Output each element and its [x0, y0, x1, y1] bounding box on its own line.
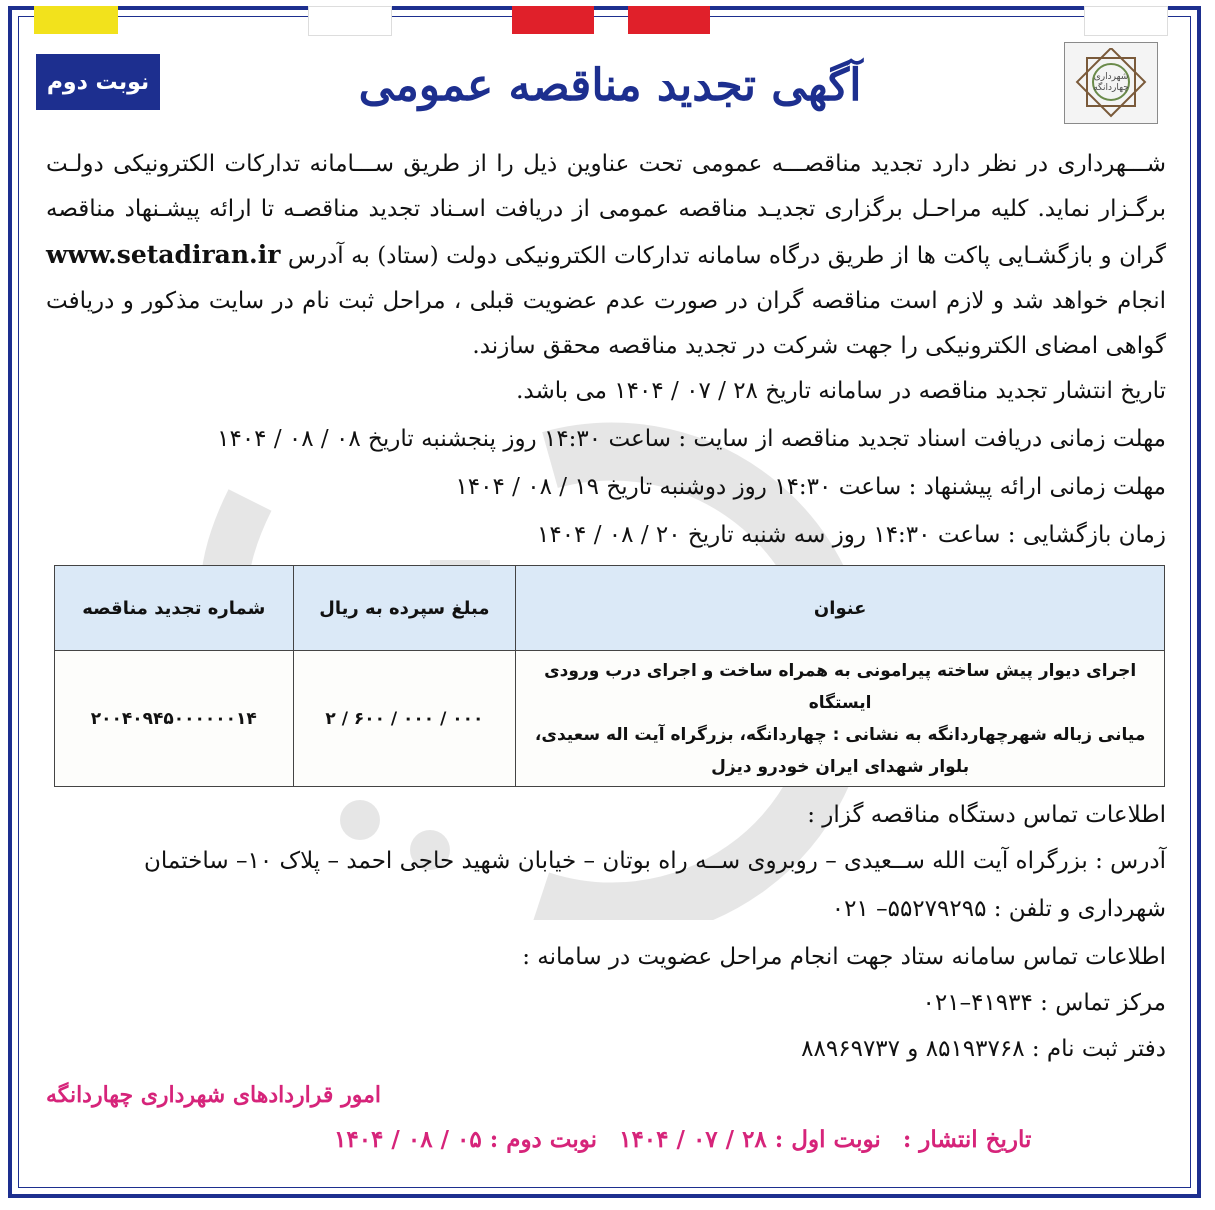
color-bar-yellow: [34, 6, 118, 34]
tender-table: [54, 565, 1165, 787]
opening-time: زمان بازگشایی : ساعت ۱۴:۳۰ روز سه شنبه تاریخ ۲۰ / ۰۸ / ۱۴۰۴: [537, 522, 1166, 548]
cell-title: [516, 651, 1165, 787]
page-title: آگهی تجدید مناقصه عمومی: [358, 60, 862, 111]
publish-date: تاریخ انتشار تجدید مناقصه در سامانه تاریخ ۲۸ / ۰۷ / ۱۴۰۴ می باشد.: [516, 378, 1166, 404]
footer-date-label: تاریخ انتشار :: [902, 1126, 1032, 1153]
table-row: [55, 651, 1165, 787]
intro-text-after-url: انجام خواهد شد و لازم است مناقصه گران در صورت عدم عضویت قبلی ، مراحل ثبت نام در سایت مذکور و دریافت گواهی امضای الکترونیکی را جهت شرکت در تجدید مناقصه محقق سازند.: [46, 288, 1166, 359]
cell-title-line: اجرای دیوار پیش ساخته پیرامونی به همراه ساخت و اجرای درب ورودی ایستگاه: [544, 660, 1137, 713]
logo-text: شهرداری چهاردانگه: [1093, 72, 1129, 93]
contact-heading: اطلاعات تماس دستگاه مناقصه گزار :: [807, 802, 1166, 828]
submit-deadline: مهلت زمانی ارائه پیشنهاد : ساعت ۱۴:۳۰ روز دوشنبه تاریخ ۱۹ / ۰۸ / ۱۴۰۴: [455, 474, 1166, 500]
header-title: عنوان: [516, 566, 1165, 651]
address-phone-line: شهرداری و تلفن : ۵۵۲۷۹۲۹۵– ۰۲۱: [831, 896, 1166, 922]
footer-organization: امور قراردادهای شهرداری چهاردانگه: [46, 1082, 381, 1108]
footer-first-round: نوبت اول : ۲۸ / ۰۷ / ۱۴۰۴: [619, 1126, 881, 1153]
cell-amount: ۰۰۰ / ۰۰۰ / ۶۰۰ / ۲: [293, 651, 516, 787]
cell-number: ۲۰۰۴۰۹۴۵۰۰۰۰۰۰۱۴: [55, 651, 294, 787]
second-round-badge: نوبت دوم: [36, 54, 160, 110]
color-bar-red: [628, 6, 710, 34]
footer-publish-dates: [320, 1126, 1031, 1153]
receive-deadline: مهلت زمانی دریافت اسناد تجدید مناقصه از سایت : ساعت ۱۴:۳۰ روز پنجشنبه تاریخ ۰۸ / ۰۸ / ۱۴۰۴: [217, 426, 1166, 452]
call-center: مرکز تماس : ۴۱۹۳۴–۰۲۱: [922, 990, 1166, 1016]
intro-text-before-url: شـــهرداری در نظر دارد تجدید مناقصـــه عمومی تحت عناوین ذیل را از طریق ســـامانه تدارکات الکترونیکی دولـت برگـزار نماید. کلیه مراحـل برگزاری تجدیـد مناقصه عمومی از دریافت اسـناد تجدید مناقصـه تا ارائه پیشـنهاد مناقصه گران و بازگشـایی پاکت ها از طریق درگاه سامانه تدارکات الکترونیکی دولت (ستاد) به آدرس: [46, 151, 1166, 269]
cell-title-line: بلوار شهدای ایران خودرو دیزل: [711, 756, 970, 777]
municipality-logo: [1064, 42, 1158, 124]
header-amount: مبلغ سپرده به ریال: [293, 566, 516, 651]
footer-second-round: نوبت دوم : ۰۵ / ۰۸ / ۱۴۰۴: [334, 1126, 598, 1153]
setad-url-link[interactable]: www.setadiran.ir: [46, 240, 281, 269]
registry-office: دفتر ثبت نام : ۸۵۱۹۳۷۶۸ و ۸۸۹۶۹۷۳۷: [801, 1036, 1166, 1062]
address-line: آدرس : بزرگراه آیت الله ســعیدی – روبروی ســه راه بوتان – خیابان شهید حاجی احمد – پلاک ۱۰– ساختمان: [144, 848, 1166, 874]
color-bar-white: [308, 6, 392, 36]
table-header-row: [55, 566, 1165, 651]
header-number: شماره تجدید مناقصه: [55, 566, 294, 651]
setad-contact-heading: اطلاعات تماس سامانه ستاد جهت انجام مراحل عضویت در سامانه :: [522, 944, 1166, 970]
cell-title-line: میانی زباله شهرچهاردانگه به نشانی : چهاردانگه، بزرگراه آیت اله سعیدی،: [534, 724, 1146, 745]
intro-paragraph: [46, 142, 1166, 369]
color-bar-white: [1084, 6, 1168, 36]
color-bar-red: [512, 6, 594, 34]
